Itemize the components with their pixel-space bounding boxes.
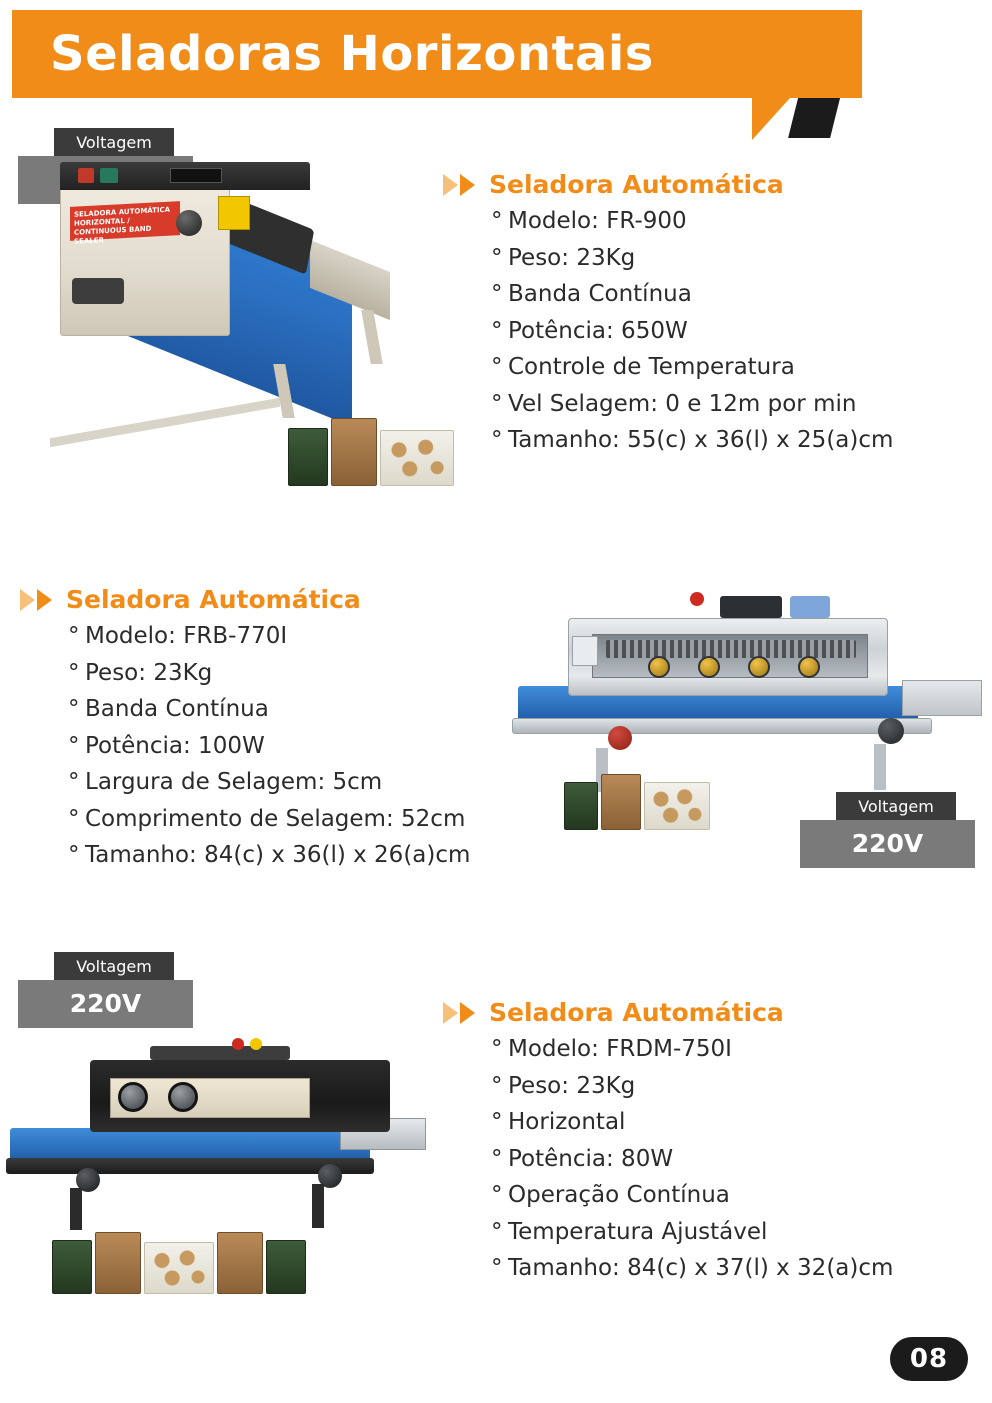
display-panel <box>790 596 830 618</box>
spec-item: ° Largura de Selagem: 5cm <box>68 764 470 801</box>
spec-item: ° Tamanho: 84(c) x 36(l) x 26(a)cm <box>68 837 470 874</box>
product-packets <box>52 1232 306 1294</box>
spec-item: ° Banda Contínua <box>68 691 470 728</box>
cookie-contents <box>145 1243 213 1293</box>
product-title: Seladora Automática <box>489 998 784 1027</box>
roller <box>798 656 820 678</box>
side-handle <box>72 278 124 304</box>
page-number-badge: 08 <box>890 1337 968 1381</box>
voltage-label: Voltagem <box>836 792 956 820</box>
spec-item: ° Tamanho: 55(c) x 36(l) x 25(a)cm <box>491 422 893 459</box>
control-panel <box>720 596 782 618</box>
double-triangle-icon <box>20 589 52 611</box>
double-triangle-icon <box>443 1002 475 1024</box>
power-button-red <box>78 168 94 183</box>
machine-image-frdm-750i <box>0 992 450 1312</box>
spec-list <box>443 203 893 459</box>
brand-label-text: SELADORA AUTOMÁTICA HORIZONTAL / CONTINUOUS BAND SEALER <box>74 205 171 247</box>
packet-green <box>52 1240 92 1294</box>
spec-heading <box>443 998 893 1027</box>
conveyor-belt <box>10 1128 370 1162</box>
spec-item: ° Peso: 23Kg <box>491 240 893 277</box>
machine-leg <box>361 310 383 364</box>
start-button-green <box>100 168 118 183</box>
spec-list <box>20 618 470 874</box>
belt-frame <box>512 718 932 734</box>
speed-knob <box>176 210 202 236</box>
packet-kraft <box>601 774 641 830</box>
spec-item: ° Temperatura Ajustável <box>491 1214 893 1251</box>
spec-item: ° Peso: 23Kg <box>491 1068 893 1105</box>
spec-item: ° Comprimento de Selagem: 52cm <box>68 801 470 838</box>
spec-item: ° Banda Contínua <box>491 276 893 313</box>
spec-item: ° Peso: 23Kg <box>68 655 470 692</box>
spec-block-2 <box>20 585 470 874</box>
temperature-display <box>170 168 222 183</box>
voltage-badge-2 <box>800 792 975 868</box>
product-section-3 <box>0 940 992 1320</box>
indicator-yellow <box>250 1038 262 1050</box>
product-section-2 <box>0 560 992 920</box>
header-bar <box>12 10 862 98</box>
packet-kraft <box>217 1232 263 1294</box>
spec-item: ° Vel Selagem: 0 e 12m por min <box>491 386 893 423</box>
packet-kraft <box>331 418 377 486</box>
machine-image-fr-900 <box>10 118 430 508</box>
packet-kraft <box>95 1232 141 1294</box>
spec-block-1 <box>443 170 893 459</box>
packet-green <box>266 1240 306 1294</box>
pulley <box>118 1082 148 1112</box>
spec-item: ° Horizontal <box>491 1104 893 1141</box>
machine-leg <box>312 1184 324 1228</box>
indicator-red <box>232 1038 244 1050</box>
spec-item: ° Modelo: FRDM-750I <box>491 1031 893 1068</box>
voltage-label: Voltagem <box>54 952 174 980</box>
voltage-label: Voltagem <box>54 128 174 156</box>
page-title: Seladoras Horizontais <box>50 26 654 82</box>
product-packets <box>288 418 454 486</box>
spec-heading <box>443 170 893 199</box>
double-triangle-icon <box>443 174 475 196</box>
warning-sticker <box>218 196 250 230</box>
spec-list <box>443 1031 893 1287</box>
spec-block-3 <box>443 998 893 1287</box>
packet-clear <box>644 782 710 830</box>
side-panel <box>572 636 598 666</box>
product-title: Seladora Automática <box>66 585 361 614</box>
packet-green <box>564 782 598 830</box>
output-tray <box>902 680 982 716</box>
spec-item: ° Tamanho: 84(c) x 37(l) x 32(a)cm <box>491 1250 893 1287</box>
product-title: Seladora Automática <box>489 170 784 199</box>
spec-item: ° Potência: 650W <box>491 313 893 350</box>
voltage-value: 220V <box>18 980 193 1028</box>
product-section-1 <box>0 118 992 518</box>
spec-item: ° Potência: 80W <box>491 1141 893 1178</box>
voltage-value: 220V <box>800 820 975 868</box>
spec-item: ° Modelo: FRB-770I <box>68 618 470 655</box>
sealing-band <box>606 640 856 658</box>
spec-item: ° Potência: 100W <box>68 728 470 765</box>
spec-item: ° Modelo: FR-900 <box>491 203 893 240</box>
spec-heading <box>20 585 470 614</box>
spec-item: ° Controle de Temperatura <box>491 349 893 386</box>
top-strip <box>150 1046 290 1060</box>
adjust-knob-dark <box>878 718 904 744</box>
roller <box>748 656 770 678</box>
product-packets <box>564 774 710 830</box>
machine-leg <box>70 1188 82 1230</box>
roller <box>648 656 670 678</box>
page-header <box>0 0 992 108</box>
machine-base <box>50 398 280 448</box>
machine-leg <box>874 744 886 790</box>
packet-clear <box>144 1242 214 1294</box>
roller <box>698 656 720 678</box>
cookie-contents <box>645 783 709 829</box>
spec-item: ° Operação Contínua <box>491 1177 893 1214</box>
packet-green <box>288 428 328 486</box>
pulley <box>168 1082 198 1112</box>
emergency-knob <box>690 592 704 606</box>
adjust-knob-red <box>608 726 632 750</box>
